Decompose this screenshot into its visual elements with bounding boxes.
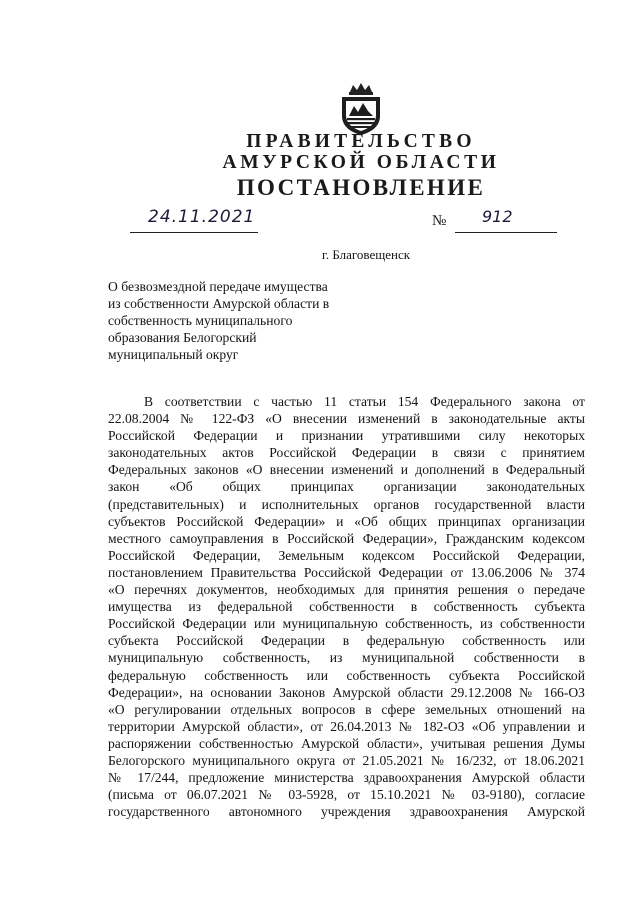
subject-line: собственность муниципального — [108, 313, 293, 328]
body-line: государственного автономного учреждения здравоохранения Амурской — [108, 804, 585, 820]
body-line: Российской Федерации и признании утратившими силу некоторых — [108, 428, 585, 444]
body-line: «О перечнях документов, необходимых для принятия решения о передаче — [108, 582, 585, 598]
body-line: Федерации», на основании Законов Амурской области 29.12.2008 № 166-ОЗ — [108, 684, 585, 700]
body-line: № 17/244, предложение министерства здравоохранения Амурской области — [108, 770, 585, 786]
body-line: (письма от 06.07.2021 № 03-5928, от 15.10.2021 № 03-9180), согласие — [108, 787, 585, 803]
body-line: территории Амурской области», от 26.04.2013 № 182-ОЗ «Об управлении и — [108, 718, 585, 734]
subject-line: О безвозмездной передаче имущества — [108, 279, 328, 294]
body-line: распоряжении собственностью Амурской области», учитывая решения Думы — [108, 735, 585, 751]
body-line: постановлением Правительства Российской Федерации от 13.06.2006 № 374 — [108, 564, 585, 580]
handwritten-date: 24.11.2021 — [148, 207, 256, 227]
body-line: федеральную собственность или собственность субъекта Российской — [108, 667, 585, 683]
government-title: ПРАВИТЕЛЬСТВО — [246, 131, 476, 152]
body-line: 22.08.2004 № 122-ФЗ «О внесении изменений в законодательные акты — [108, 411, 585, 427]
body-line: (представительных) и исполнительных органов государственной власти — [108, 496, 585, 512]
document-type-title: ПОСТАНОВЛЕНИЕ — [236, 175, 486, 200]
body-line: Федеральных законов «О внесении изменений и дополнений в Федеральный — [108, 462, 585, 478]
subject-line: муниципальный округ — [108, 347, 239, 362]
body-line: В соответствии с частью 11 статьи 154 Федерального закона от — [144, 394, 585, 409]
body-line: «О регулировании отдельных вопросов в сфере земельных отношений на — [108, 701, 585, 717]
coat-of-arms-emblem-icon — [336, 82, 386, 136]
subject-line: образования Белогорский — [108, 330, 257, 345]
body-line: субъектов Российской Федерации» и «Об общих принципах организации — [108, 513, 585, 529]
body-line: местного самоуправления в Российской Федерации», Гражданским кодексом — [108, 530, 585, 546]
subject-block — [108, 278, 378, 363]
body-line: субъекта Российской Федерации в федеральную собственность или — [108, 633, 585, 649]
body-text — [108, 393, 585, 820]
subject-line: из собственности Амурской области в — [108, 296, 330, 311]
number-label: № — [432, 213, 447, 229]
body-line: Российской Федерации, Земельным кодексом Российской Федерации, — [108, 547, 585, 563]
body-line: муниципальную собственность, из муниципальной собственности в — [108, 650, 585, 666]
body-line: законодательных актов Российской Федерации в связи с принятием — [108, 445, 585, 461]
region-title: АМУРСКОЙ ОБЛАСТИ — [222, 152, 500, 173]
body-line: Российской Федерации или муниципальную собственность, из собственности — [108, 616, 585, 632]
handwritten-number: 912 — [482, 207, 513, 226]
body-line: имущества из федеральной собственности в собственность субъекта — [108, 599, 585, 615]
body-line: закон «Об общих принципах организации законодательных — [108, 479, 585, 495]
city-line: г. Благовещенск — [322, 247, 411, 262]
body-line: Белогорского муниципального округа от 21.05.2021 № 16/232, от 18.06.2021 — [108, 752, 585, 768]
